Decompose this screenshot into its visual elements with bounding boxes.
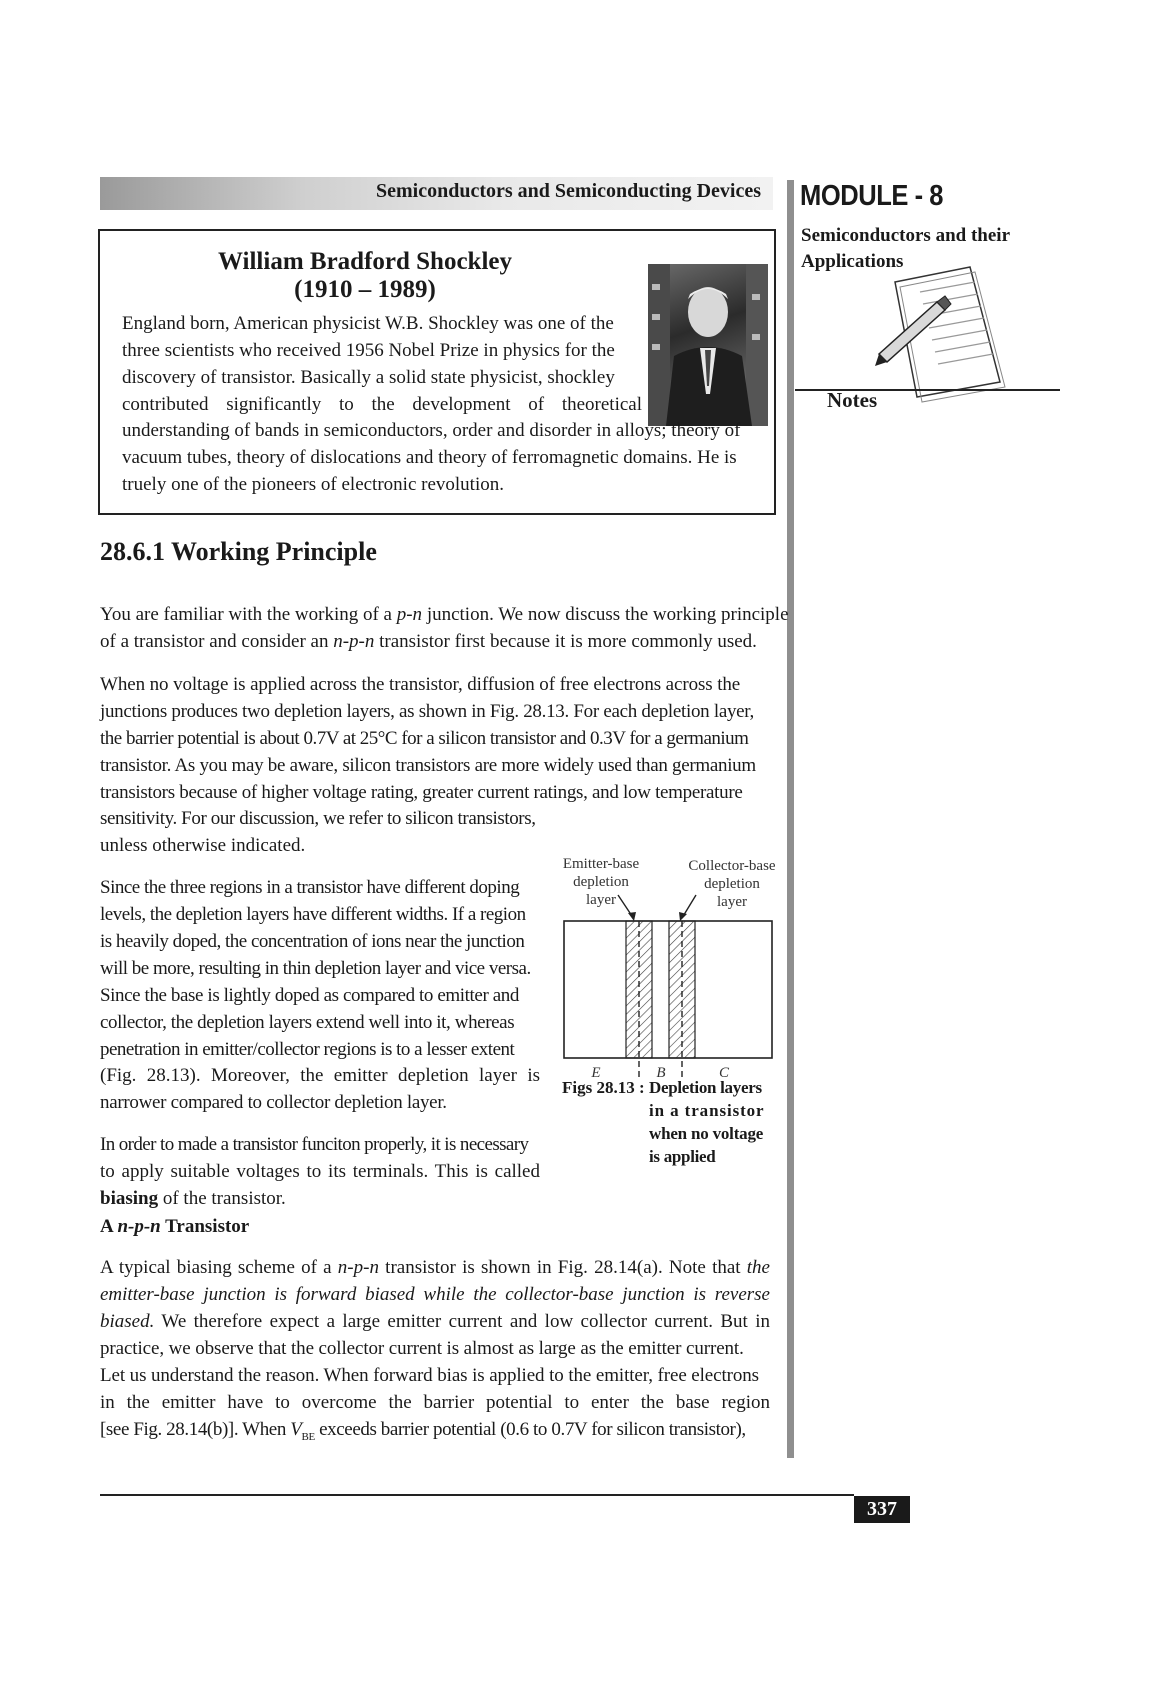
bio-text-line: discovery of transistor. Basically a solid state physicist, shockley	[122, 367, 615, 388]
paragraph-line: transistors because of higher voltage rating, greater current ratings, and low temperature	[100, 782, 743, 803]
paragraph-line: sensitivity. For our discussion, we refer to silicon transistors,	[100, 808, 536, 829]
paragraph-line: [see Fig. 28.14(b)]. When $V_{BE}$ exceeds barrier potential (0.6 to 0.7V for silicon transistor),	[100, 1419, 746, 1443]
figure-caption-line: when no voltage	[649, 1124, 764, 1143]
paragraph-line: unless otherwise indicated.	[100, 835, 306, 856]
paragraph-line: collector, the depletion layers extend well into it, whereas	[100, 1012, 515, 1033]
bio-text-line: England born, American physicist W.B. Shockley was one of the	[122, 313, 614, 334]
paragraph-line: levels, the depletion layers have different widths. If a region	[100, 904, 526, 925]
running-header	[100, 177, 773, 210]
bio-text-line: understanding of bands in semiconductors, order and disorder in alloys; theory of	[122, 420, 741, 441]
bio-text-line: truely one of the pioneers of electronic revolution.	[122, 474, 504, 495]
figure-caption-prefix: Figs 28.13 :	[562, 1078, 645, 1097]
module-subtitle: Semiconductors and their Applications	[801, 225, 1010, 272]
section-heading: 28.6.1 Working Principle	[100, 537, 377, 566]
transistor-diagram	[556, 855, 786, 1090]
bio-years: (1910 – 1989)	[294, 276, 436, 303]
running-header-title: Semiconductors and Semiconducting Devices	[376, 180, 761, 202]
notes-label: Notes	[827, 388, 878, 412]
figure-caption-line: in a transistor	[649, 1101, 765, 1120]
paragraph-line: of a transistor and consider an n-p-n transistor first because it is more commonly used.	[100, 631, 757, 652]
depletion-layer-figure	[556, 855, 786, 1090]
paragraph-line: (Fig. 28.13). Moreover, the emitter depletion layer is	[100, 1065, 540, 1086]
portrait-silhouette	[648, 264, 768, 426]
paragraph-line: will be more, resulting in thin depletion layer and vice versa.	[100, 958, 531, 979]
module-title: MODULE - 8	[800, 180, 944, 212]
paragraph-line: penetration in emitter/collector regions is to a lesser extent	[100, 1039, 515, 1060]
region-c-label: C	[718, 1065, 729, 1081]
figure-caption-line: Depletion layers	[649, 1078, 762, 1097]
paragraph-line: the barrier potential is about 0.7V at 25°C for a silicon transistor and 0.3V for a germanium	[100, 728, 749, 749]
paragraph-line: When no voltage is applied across the transistor, diffusion of free electrons across the	[100, 674, 741, 695]
portrait-photo	[648, 264, 768, 426]
region-b-label: B	[656, 1065, 666, 1081]
paragraph-line: Let us understand the reason. When forward bias is applied to the emitter, free electrons	[100, 1365, 759, 1386]
paragraph-line: biasing of the transistor.	[100, 1188, 286, 1209]
paragraph-line: narrower compared to collector depletion layer.	[100, 1092, 447, 1113]
bio-text-line: three scientists who received 1956 Nobel Prize in physics for the	[122, 340, 615, 361]
paragraph-line: to apply suitable voltages to its terminals. This is called	[100, 1161, 540, 1182]
bio-text-line: contributed significantly to the development of theoretical	[122, 394, 642, 415]
collector-base-label: Collector-base depletion layer	[688, 858, 776, 910]
bio-name: William Bradford Shockley	[217, 248, 512, 275]
paragraph-line: is heavily doped, the concentration of ions near the junction	[100, 931, 525, 952]
paragraph-line: emitter-base junction is forward biased while the collector-base junction is reverse	[100, 1284, 770, 1305]
biography-box	[98, 229, 776, 515]
paragraph-line: transistor. As you may be aware, silicon transistors are more widely used than germanium	[100, 755, 756, 776]
paragraph-line: You are familiar with the working of a p-n junction. We now discuss the working principle	[100, 604, 789, 625]
paragraph-line: practice, we observe that the collector current is almost as large as the emitter current.	[100, 1338, 744, 1359]
bio-text-line: vacuum tubes, theory of dislocations and theory of ferromagnetic domains. He is	[122, 447, 737, 468]
paragraph-line: junctions produces two depletion layers, as shown in Fig. 28.13. For each depletion layer,	[100, 701, 754, 722]
emitter-base-label: Emitter-base depletion layer	[562, 856, 640, 908]
paragraph-line: Since the base is lightly doped as compared to emitter and	[100, 985, 519, 1006]
paragraph-line: biased. We therefore expect a large emitter current and low collector current. But in	[100, 1311, 770, 1332]
paragraph-line: A typical biasing scheme of a n-p-n transistor is shown in Fig. 28.14(a). Note that the	[100, 1257, 770, 1278]
footer-rule	[100, 1494, 854, 1496]
subheading: A n-p-n Transistor	[100, 1216, 250, 1237]
region-e-label: E	[591, 1065, 601, 1081]
paragraph-line: In order to made a transistor funciton properly, it is necessary	[100, 1134, 529, 1155]
figure-caption-line: is applied	[649, 1147, 716, 1166]
page-number: 337	[854, 1496, 910, 1523]
paragraph-line: Since the three regions in a transistor have different doping	[100, 877, 520, 898]
paragraph-line: in the emitter have to overcome the barrier potential to enter the base region	[100, 1392, 770, 1413]
margin-divider	[787, 180, 794, 1458]
